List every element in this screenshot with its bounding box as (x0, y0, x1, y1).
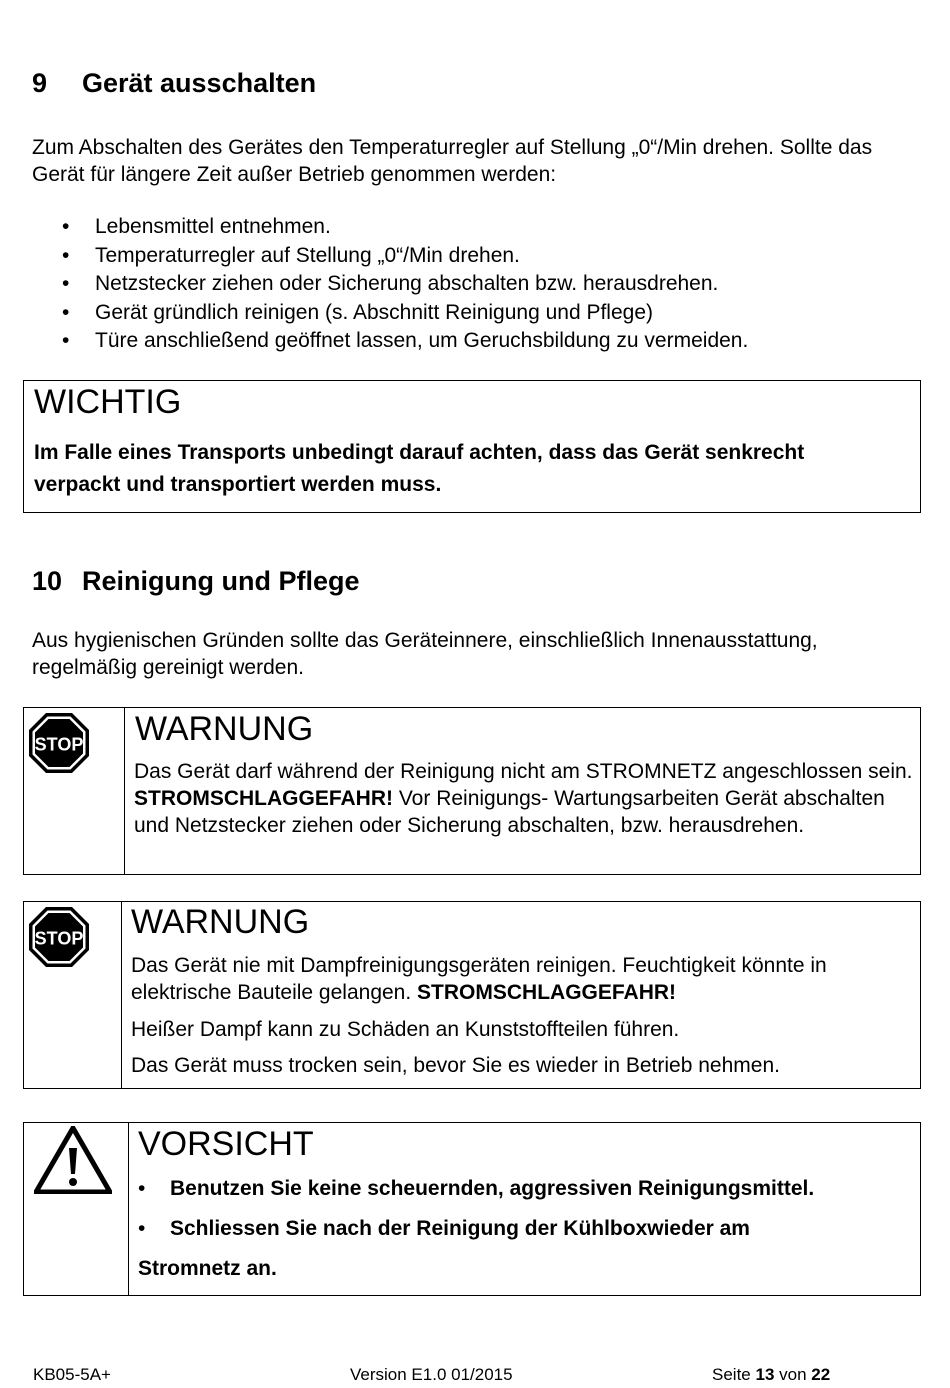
wichtig-box (23, 380, 921, 513)
warnung-title: WARNUNG (131, 903, 310, 941)
warnung-text: Das Gerät nie mit Dampfreinigungsgeräten reinigen. Feuchtigkeit könnte in elektrische Bauteile gelangen. STROMSCHLAGGEFAHR! (131, 954, 827, 1004)
section-number: 9 (32, 68, 48, 98)
warnung-title: WARNUNG (135, 710, 314, 748)
wichtig-text: Im Falle eines Transports unbedingt darauf achten, dass das Gerät senkrecht verpackt und transportiert werden muss. (34, 441, 805, 496)
vorsicht-bullet-2: • Schliessen Sie nach der Reinigung der Kühlboxwieder am (138, 1217, 750, 1240)
stop-sign-text: STOP (34, 928, 84, 949)
section-10-heading (32, 566, 360, 597)
warnung-box-2 (23, 901, 921, 1089)
vorsicht-bullet-2-cont: Stromnetz an. (138, 1257, 277, 1280)
section-10-intro: Aus hygienischen Gründen sollte das Geräteinnere, einschließlich Innenausstattung, regelmäßig gereinigt werden. (32, 629, 818, 679)
section-9-heading (32, 68, 316, 99)
footer-page-number: Seite 13 von 22 (712, 1365, 831, 1384)
warnung-text-line3: Das Gerät muss trocken sein, bevor Sie es wieder in Betrieb nehmen. (131, 1054, 780, 1077)
warnung-text: Das Gerät darf während der Reinigung nicht am STROMNETZ angeschlossen sein. STROMSCHLAGGEFAHR! Vor Reinigungs- Wartungsarbeiten Gerät abschalten und Netzstecker ziehen oder Sicherung abschalten, bzw. herausdrehen. (134, 760, 913, 837)
footer-model: KB05-5A+ (33, 1365, 111, 1384)
section-9-intro: Zum Abschalten des Gerätes den Temperaturregler auf Stellung „0“/Min drehen. Sollte das Gerät für längere Zeit außer Betrieb genommen werden: (32, 136, 873, 186)
wichtig-title: WICHTIG (34, 383, 182, 421)
list-item: • Temperaturregler auf Stellung „0“/Min drehen. (32, 242, 922, 271)
vorsicht-bullet-1: • Benutzen Sie keine scheuernden, aggressiven Reinigungsmittel. (138, 1177, 815, 1200)
stop-sign-icon (28, 712, 90, 774)
stop-sign-icon (28, 906, 90, 968)
footer-version: Version E1.0 01/2015 (350, 1365, 513, 1384)
warnung-text-line2: Heißer Dampf kann zu Schäden an Kunststoffteilen führen. (131, 1018, 680, 1041)
vorsicht-title: VORSICHT (138, 1125, 314, 1163)
section-9-bullet-list (32, 213, 922, 356)
list-item: • Netzstecker ziehen oder Sicherung abschalten bzw. herausdrehen. (32, 270, 922, 299)
list-item: • Gerät gründlich reinigen (s. Abschnitt Reinigung und Pflege) (32, 299, 922, 328)
section-title: Reinigung und Pflege (82, 566, 360, 596)
warnung-box-1 (23, 707, 921, 875)
vorsicht-box (23, 1122, 921, 1296)
list-item: • Lebensmittel entnehmen. (32, 213, 922, 242)
stop-sign-text: STOP (34, 734, 84, 755)
list-item: • Türe anschließend geöffnet lassen, um Geruchsbildung zu vermeiden. (32, 327, 922, 356)
warning-triangle-icon (34, 1126, 112, 1194)
section-title: Gerät ausschalten (82, 68, 317, 98)
section-number: 10 (32, 566, 63, 596)
